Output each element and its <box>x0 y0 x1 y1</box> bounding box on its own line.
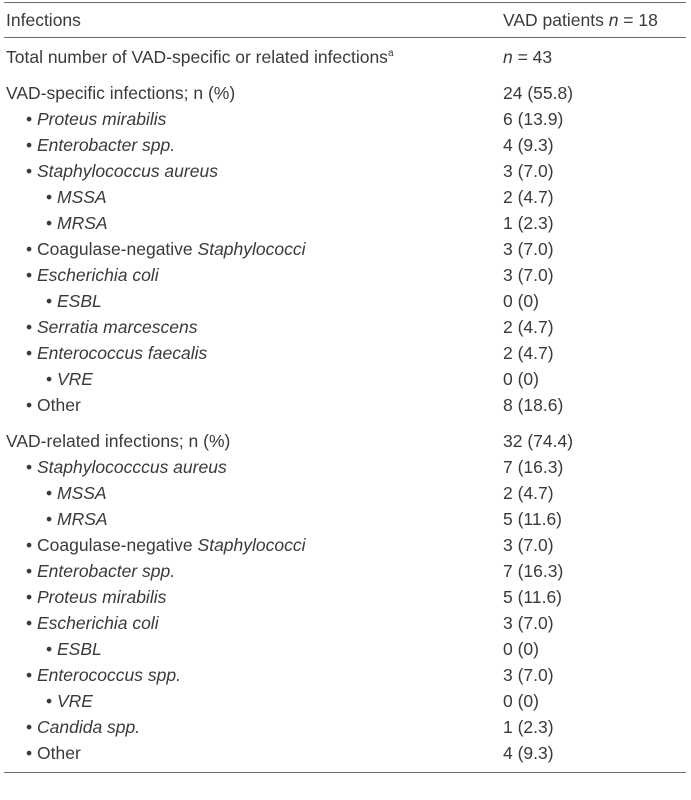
bullet-icon: • <box>26 613 33 633</box>
infections-table <box>4 2 686 773</box>
organism-cell <box>26 106 166 132</box>
table-row <box>4 184 686 210</box>
bullet-icon: • <box>26 717 33 737</box>
organism-cell <box>26 132 175 158</box>
count-percent-cell: 4 (9.3) <box>503 743 554 763</box>
header-infections: Infections <box>6 10 81 30</box>
bullet-icon: • <box>26 265 33 285</box>
bullet-icon: • <box>26 161 33 181</box>
organism-cell <box>26 610 159 636</box>
table-row <box>4 506 686 532</box>
table-row <box>4 740 686 766</box>
table-row <box>4 210 686 236</box>
organism-cell <box>46 210 108 236</box>
table-row <box>4 340 686 366</box>
bullet-icon: • <box>26 395 33 415</box>
count-percent-cell: 5 (11.6) <box>503 587 563 607</box>
organism-italic-text: Staphylococci <box>197 535 306 555</box>
count-percent-cell: 6 (13.9) <box>503 109 564 129</box>
organism-italic-text: Enterococcus spp. <box>37 665 181 685</box>
table-sections <box>4 70 686 766</box>
count-percent-cell: 3 (7.0) <box>503 665 554 685</box>
organism-text: Coagulase-negative <box>37 239 198 259</box>
total-row <box>4 44 686 70</box>
section-title-value: 24 (55.8) <box>503 83 574 103</box>
table-row <box>4 366 686 392</box>
organism-italic-text: Enterobacter spp. <box>37 561 176 581</box>
count-percent-cell: 2 (4.7) <box>503 317 554 337</box>
organism-text: Other <box>37 743 81 763</box>
count-percent-cell: 2 (4.7) <box>503 343 554 363</box>
count-percent-cell: 3 (7.0) <box>503 613 554 633</box>
bullet-icon: • <box>46 483 53 503</box>
organism-italic-text: Serratia marcescens <box>37 317 198 337</box>
header-col2-var: n <box>608 10 619 30</box>
table-row <box>4 236 686 262</box>
bullet-icon: • <box>26 561 33 581</box>
table-row <box>4 158 686 184</box>
table-row <box>4 288 686 314</box>
organism-cell <box>26 340 207 366</box>
organism-italic-text: MSSA <box>57 187 107 207</box>
organism-cell <box>26 454 227 480</box>
bullet-icon: • <box>26 535 33 555</box>
total-label-cell <box>6 44 394 70</box>
header-vad-patients <box>503 3 658 37</box>
total-footnote: a <box>387 48 394 60</box>
table-row <box>4 610 686 636</box>
total-value-var: n <box>503 47 513 67</box>
organism-cell <box>26 236 306 262</box>
organism-italic-text: Candida spp. <box>37 717 141 737</box>
count-percent-cell: 0 (0) <box>503 639 539 659</box>
organism-italic-text: Proteus mirabilis <box>37 587 167 607</box>
organism-italic-text: VRE <box>57 691 93 711</box>
count-percent-cell: 0 (0) <box>503 691 539 711</box>
organism-italic-text: Enterococcus faecalis <box>37 343 208 363</box>
table-row <box>4 392 686 418</box>
table-row <box>4 106 686 132</box>
organism-cell <box>46 480 107 506</box>
organism-cell <box>26 662 181 688</box>
section-title: VAD-specific infections; n (%) <box>6 83 236 103</box>
organism-italic-text: Staphylococccus aureus <box>37 457 227 477</box>
organism-cell <box>26 314 197 340</box>
organism-cell <box>26 584 166 610</box>
count-percent-cell: 2 (4.7) <box>503 483 554 503</box>
bullet-icon: • <box>46 369 53 389</box>
count-percent-cell: 7 (16.3) <box>503 457 564 477</box>
count-percent-cell: 3 (7.0) <box>503 265 554 285</box>
organism-cell <box>46 636 102 662</box>
count-percent-cell: 0 (0) <box>503 291 539 311</box>
bullet-icon: • <box>26 457 33 477</box>
organism-cell <box>26 740 81 766</box>
total-value-rest: = 43 <box>512 47 553 67</box>
table-row <box>4 454 686 480</box>
organism-italic-text: MSSA <box>57 483 107 503</box>
bullet-icon: • <box>46 187 53 207</box>
table-row <box>4 314 686 340</box>
organism-text: Other <box>37 395 81 415</box>
count-percent-cell: 3 (7.0) <box>503 535 554 555</box>
table-row <box>4 558 686 584</box>
table-row <box>4 688 686 714</box>
organism-cell <box>46 184 107 210</box>
bullet-icon: • <box>46 213 53 233</box>
bullet-icon: • <box>26 135 33 155</box>
organism-text: Coagulase-negative <box>37 535 198 555</box>
organism-italic-text: Proteus mirabilis <box>37 109 167 129</box>
table-row <box>4 480 686 506</box>
bullet-icon: • <box>46 691 53 711</box>
table-row <box>4 662 686 688</box>
organism-italic-text: Staphylococci <box>197 239 306 259</box>
section-title: VAD-related infections; n (%) <box>6 431 231 451</box>
bullet-icon: • <box>46 291 53 311</box>
organism-cell <box>26 558 175 584</box>
organism-italic-text: ESBL <box>57 639 102 659</box>
bullet-icon: • <box>26 743 33 763</box>
count-percent-cell: 3 (7.0) <box>503 239 554 259</box>
organism-cell <box>26 158 218 184</box>
count-percent-cell: 5 (11.6) <box>503 509 563 529</box>
bullet-icon: • <box>46 639 53 659</box>
table-row <box>4 584 686 610</box>
count-percent-cell: 1 (2.3) <box>503 213 554 233</box>
organism-italic-text: Escherichia coli <box>37 265 159 285</box>
header-col2-prefix: VAD patients <box>503 10 609 30</box>
count-percent-cell: 0 (0) <box>503 369 539 389</box>
table-header-row <box>4 3 686 37</box>
organism-cell <box>26 714 140 740</box>
bullet-icon: • <box>26 665 33 685</box>
table-row <box>4 636 686 662</box>
organism-cell <box>26 532 306 558</box>
table-row <box>4 714 686 740</box>
count-percent-cell: 2 (4.7) <box>503 187 554 207</box>
section-title-row <box>4 80 686 106</box>
section-title-row <box>4 428 686 454</box>
table-row <box>4 132 686 158</box>
organism-cell <box>46 506 108 532</box>
organism-cell <box>26 392 81 418</box>
table-row <box>4 262 686 288</box>
organism-italic-text: Escherichia coli <box>37 613 159 633</box>
header-col2-suffix: = 18 <box>618 10 658 30</box>
organism-italic-text: VRE <box>57 369 93 389</box>
organism-italic-text: Enterobacter spp. <box>37 135 176 155</box>
table-row <box>4 532 686 558</box>
bullet-icon: • <box>26 239 33 259</box>
organism-cell <box>46 688 93 714</box>
bullet-icon: • <box>26 317 33 337</box>
count-percent-cell: 3 (7.0) <box>503 161 554 181</box>
organism-italic-text: Staphylococcus aureus <box>37 161 218 181</box>
bullet-icon: • <box>46 509 53 529</box>
total-value-cell <box>503 44 552 70</box>
bullet-icon: • <box>26 343 33 363</box>
organism-italic-text: ESBL <box>57 291 102 311</box>
organism-italic-text: MRSA <box>57 509 108 529</box>
organism-cell <box>46 366 93 392</box>
organism-italic-text: MRSA <box>57 213 108 233</box>
count-percent-cell: 4 (9.3) <box>503 135 554 155</box>
table-bottom-rule <box>4 772 686 773</box>
count-percent-cell: 7 (16.3) <box>503 561 564 581</box>
count-percent-cell: 1 (2.3) <box>503 717 554 737</box>
bullet-icon: • <box>26 587 33 607</box>
total-label: Total number of VAD-specific or related infections <box>6 47 388 67</box>
count-percent-cell: 8 (18.6) <box>503 395 564 415</box>
bullet-icon: • <box>26 109 33 129</box>
section-title-value: 32 (74.4) <box>503 431 574 451</box>
organism-cell <box>26 262 159 288</box>
organism-cell <box>46 288 102 314</box>
